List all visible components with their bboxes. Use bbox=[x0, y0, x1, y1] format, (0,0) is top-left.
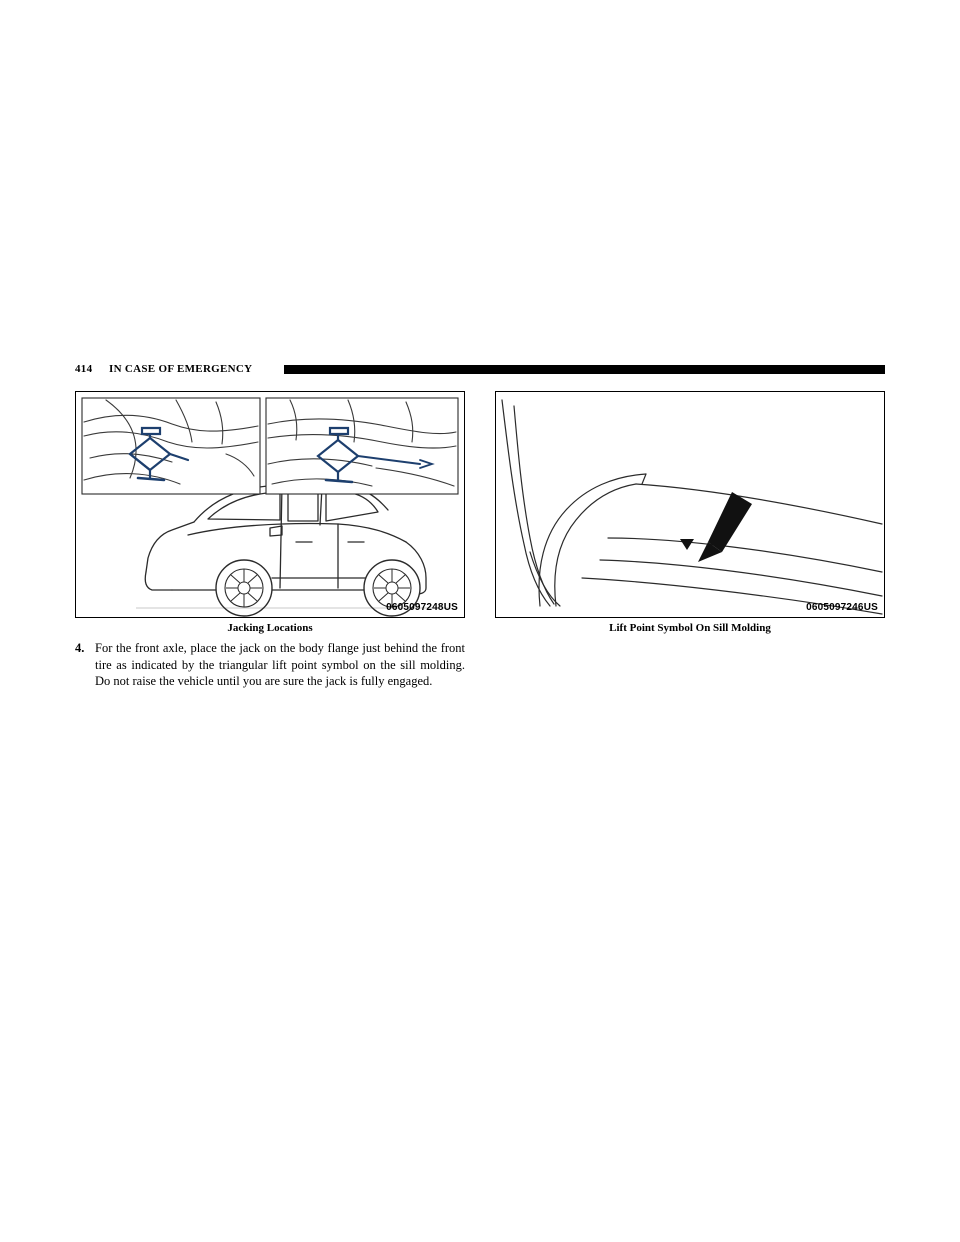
list-item-number: 4. bbox=[75, 641, 85, 655]
figure-caption-lift-point-symbol: Lift Point Symbol On Sill Molding bbox=[609, 622, 771, 634]
inset-rear-jack-point bbox=[82, 398, 260, 494]
section-title: IN CASE OF EMERGENCY bbox=[109, 363, 253, 375]
wheel-rear bbox=[216, 560, 272, 616]
figure-lift-point-symbol bbox=[495, 391, 885, 618]
figure-code: 0605097248US bbox=[386, 602, 458, 613]
jacking-locations-illustration bbox=[76, 392, 464, 617]
figure-jacking-locations bbox=[75, 391, 465, 618]
figure-code: 0605097246US bbox=[806, 602, 878, 613]
page-number: 414 bbox=[75, 363, 93, 375]
site-watermark: carmanualsonline.info bbox=[702, 1205, 942, 1233]
header-rule bbox=[284, 365, 885, 374]
inset-front-jack-point bbox=[266, 398, 458, 494]
page-header bbox=[75, 363, 885, 379]
list-item bbox=[75, 640, 465, 690]
figure-caption-jacking-locations: Jacking Locations bbox=[227, 622, 313, 634]
list-item-text: For the front axle, place the jack on the body flange just behind the front tire as indicated by the triangular lift point symbol on the sill molding. Do not raise the vehicle until you are sure the jack is fully engaged. bbox=[95, 641, 465, 688]
lift-point-illustration bbox=[496, 392, 884, 617]
body-content bbox=[75, 640, 465, 690]
